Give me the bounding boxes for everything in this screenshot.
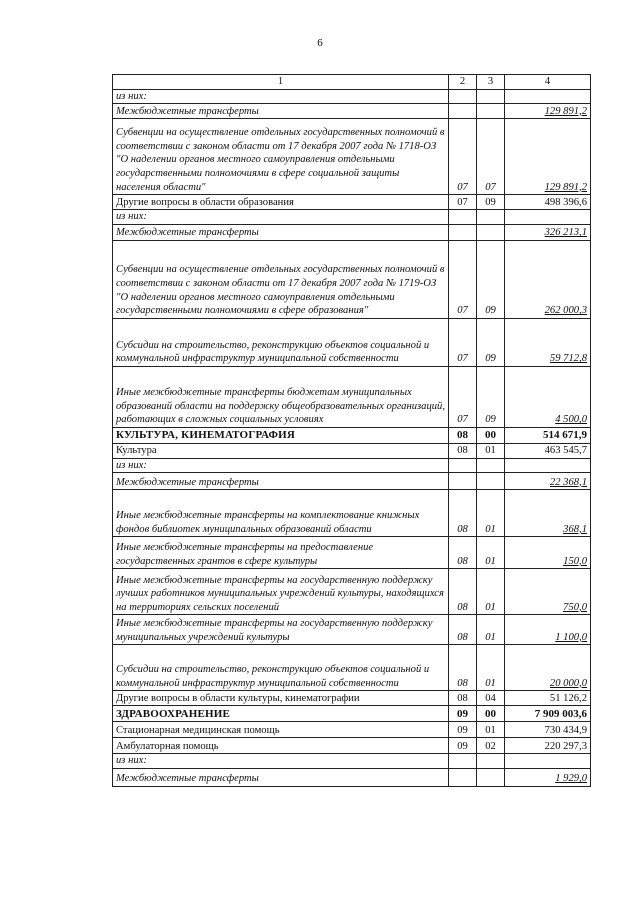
row-section-code: 09 [449, 738, 477, 754]
row-subsection-code [477, 458, 505, 473]
row-section-code: 07 [449, 318, 477, 366]
header-col-4: 4 [505, 75, 591, 90]
table-row [113, 722, 591, 738]
row-subsection-code: 01 [477, 443, 505, 458]
row-amount [505, 754, 591, 769]
row-amount: 150,0 [505, 537, 591, 569]
row-subsection-code [477, 89, 505, 104]
row-name: Субсидии на строительство, реконструкцию объектов социальной и коммунальной инфраструктур муниципальной собственности [113, 318, 449, 366]
header-col-1: 1 [113, 75, 449, 90]
row-name: из них: [113, 754, 449, 769]
row-section-code [449, 89, 477, 104]
table-row [113, 210, 591, 225]
row-section-code: 08 [449, 615, 477, 645]
row-subsection-code: 09 [477, 240, 505, 318]
table-row [113, 738, 591, 754]
row-subsection-code: 01 [477, 645, 505, 691]
table-row [113, 615, 591, 645]
row-subsection-code: 01 [477, 722, 505, 738]
row-section-code: 07 [449, 119, 477, 195]
row-name: Другие вопросы в области культуры, кинематографии [113, 691, 449, 706]
row-amount: 22 368,1 [505, 473, 591, 490]
row-amount: 59 712,8 [505, 318, 591, 366]
row-amount: 368,1 [505, 490, 591, 537]
budget-table [112, 74, 591, 787]
row-section-code [449, 473, 477, 490]
row-amount [505, 458, 591, 473]
table-row [113, 224, 591, 240]
row-subsection-code [477, 768, 505, 786]
row-section-code: 08 [449, 691, 477, 706]
row-name: Иные межбюджетные трансферты на комплектование книжных фондов библиотек муниципальных образований области [113, 490, 449, 537]
row-amount: 262 000,3 [505, 240, 591, 318]
table-body [113, 89, 591, 786]
row-name: Межбюджетные трансферты [113, 224, 449, 240]
table-row [113, 427, 591, 443]
table-row [113, 89, 591, 104]
table-header-row [113, 75, 591, 90]
row-section-code: 08 [449, 569, 477, 615]
row-section-code: 08 [449, 443, 477, 458]
row-name: Субвенции на осуществление отдельных государственных полномочий в соответствии с законом области от 17 декабря 2007 года № 1719-ОЗ "О наделении органов местного самоуправления отдельными государственными полномочиями в сфере образования" [113, 240, 449, 318]
row-amount: 4 500,0 [505, 366, 591, 427]
row-subsection-code: 00 [477, 427, 505, 443]
row-name: Иные межбюджетные трансферты бюджетам муниципальных образований области на поддержку общеобразовательных организаций, работающих в сложных социальных условиях [113, 366, 449, 427]
row-name: Субсидии на строительство, реконструкцию объектов социальной и коммунальной инфраструктур муниципальной собственности [113, 645, 449, 691]
table-row [113, 443, 591, 458]
table-row [113, 706, 591, 722]
row-amount: 1 100,0 [505, 615, 591, 645]
row-subsection-code [477, 754, 505, 769]
row-name: из них: [113, 89, 449, 104]
row-subsection-code: 09 [477, 366, 505, 427]
row-amount: 730 434,9 [505, 722, 591, 738]
row-amount [505, 89, 591, 104]
row-section-code: 09 [449, 722, 477, 738]
row-section-code [449, 458, 477, 473]
table-row [113, 119, 591, 195]
row-section-code [449, 754, 477, 769]
row-amount: 7 909 003,6 [505, 706, 591, 722]
table-row [113, 537, 591, 569]
row-subsection-code [477, 473, 505, 490]
table-row [113, 569, 591, 615]
row-name: из них: [113, 210, 449, 225]
row-subsection-code: 01 [477, 615, 505, 645]
row-amount: 326 213,1 [505, 224, 591, 240]
table-row [113, 473, 591, 490]
table-row [113, 691, 591, 706]
row-subsection-code: 01 [477, 569, 505, 615]
row-name: Межбюджетные трансферты [113, 473, 449, 490]
page-number: 6 [317, 37, 323, 49]
row-section-code: 08 [449, 537, 477, 569]
table-row [113, 645, 591, 691]
row-subsection-code [477, 224, 505, 240]
row-name: Культура [113, 443, 449, 458]
header-col-3: 3 [477, 75, 505, 90]
table-row [113, 366, 591, 427]
row-amount: 750,0 [505, 569, 591, 615]
row-name: Иные межбюджетные трансферты на государственную поддержку лучших работников муниципальных учреждений культуры, находящихся на территориях сельских поселений [113, 569, 449, 615]
row-section-code: 09 [449, 706, 477, 722]
row-section-code [449, 210, 477, 225]
table-row [113, 490, 591, 537]
table-row [113, 318, 591, 366]
header-col-2: 2 [449, 75, 477, 90]
row-name: Субвенции на осуществление отдельных государственных полномочий в соответствии с законом области от 17 декабря 2007 года № 1718-ОЗ "О наделении органов местного самоуправления отдельными государственными полномочиями в сфере социальной защиты населения области" [113, 119, 449, 195]
table-row [113, 768, 591, 786]
row-section-code: 07 [449, 240, 477, 318]
row-name: Стационарная медицинская помощь [113, 722, 449, 738]
row-amount: 1 929,0 [505, 768, 591, 786]
row-section-code: 08 [449, 427, 477, 443]
row-name: ЗДРАВООХРАНЕНИЕ [113, 706, 449, 722]
row-name: Иные межбюджетные трансферты на государственную поддержку муниципальных учреждений культуры [113, 615, 449, 645]
row-amount: 220 297,3 [505, 738, 591, 754]
row-section-code [449, 224, 477, 240]
row-subsection-code: 07 [477, 119, 505, 195]
row-name: КУЛЬТУРА, КИНЕМАТОГРАФИЯ [113, 427, 449, 443]
row-amount: 463 545,7 [505, 443, 591, 458]
row-subsection-code: 04 [477, 691, 505, 706]
table-row [113, 195, 591, 210]
row-name: из них: [113, 458, 449, 473]
row-amount: 498 396,6 [505, 195, 591, 210]
table-row [113, 754, 591, 769]
table-row [113, 458, 591, 473]
row-subsection-code [477, 104, 505, 119]
row-section-code: 07 [449, 195, 477, 210]
row-amount: 20 000,0 [505, 645, 591, 691]
row-section-code [449, 768, 477, 786]
row-name: Межбюджетные трансферты [113, 104, 449, 119]
row-name: Амбулаторная помощь [113, 738, 449, 754]
row-subsection-code: 09 [477, 318, 505, 366]
row-amount [505, 210, 591, 225]
row-name: Иные межбюджетные трансферты на предоставление государственных грантов в сфере культуры [113, 537, 449, 569]
row-amount: 514 671,9 [505, 427, 591, 443]
row-subsection-code: 09 [477, 195, 505, 210]
row-subsection-code: 02 [477, 738, 505, 754]
row-subsection-code: 01 [477, 537, 505, 569]
row-name: Другие вопросы в области образования [113, 195, 449, 210]
row-name: Межбюджетные трансферты [113, 768, 449, 786]
row-section-code: 07 [449, 366, 477, 427]
row-amount: 129 891,2 [505, 104, 591, 119]
table-row [113, 240, 591, 318]
row-amount: 51 126,2 [505, 691, 591, 706]
table-row [113, 104, 591, 119]
row-section-code: 08 [449, 490, 477, 537]
row-section-code: 08 [449, 645, 477, 691]
row-amount: 129 891,2 [505, 119, 591, 195]
row-subsection-code [477, 210, 505, 225]
row-subsection-code: 01 [477, 490, 505, 537]
row-section-code [449, 104, 477, 119]
row-subsection-code: 00 [477, 706, 505, 722]
